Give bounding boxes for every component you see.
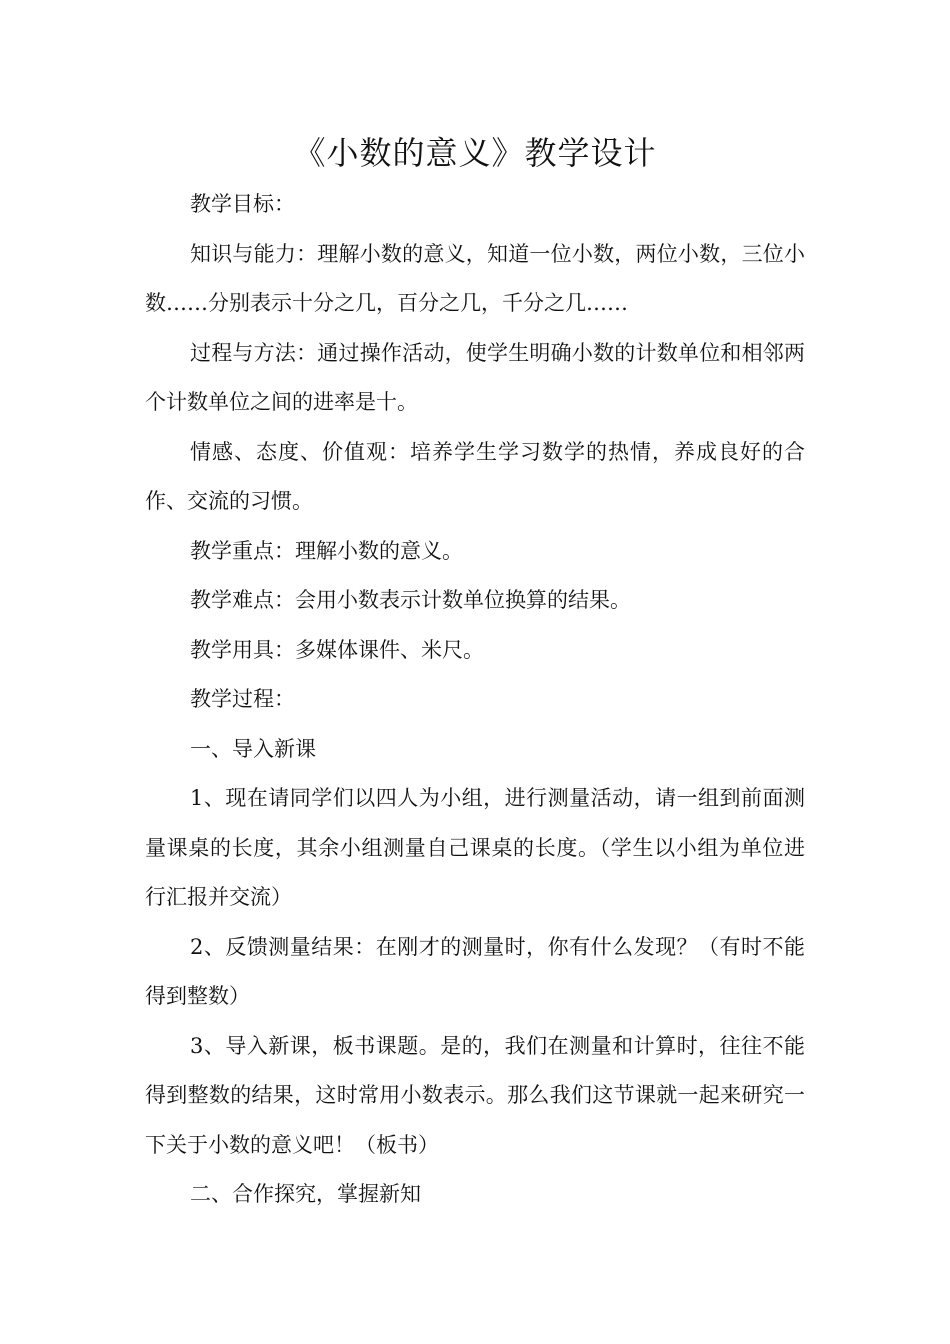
paragraph-teaching-goals-heading: 教学目标： — [190, 192, 295, 216]
document-title: 《小数的意义》教学设计 — [293, 134, 657, 172]
section-heading-cooperative-exploration: 二、合作探究，掌握新知 — [190, 1182, 421, 1206]
paragraph-key-point: 教学重点：理解小数的意义。 — [190, 538, 463, 563]
paragraph-emotion-attitude: 情感、态度、价值观：培养学生学习数学的热情，养成良好的合作、交流的习惯。 — [145, 439, 805, 513]
paragraph-knowledge-ability: 知识与能力：理解小数的意义，知道一位小数，两位小数，三位小数……分别表示十分之几，百分之几，千分之几…… — [145, 241, 805, 315]
paragraph-difficult-point: 教学难点：会用小数表示计数单位换算的结果。 — [190, 588, 631, 612]
paragraph-step-3: 3、导入新课，板书课题。是的，我们在测量和计算时，往往不能得到整数的结果，这时常用小数表示。那么我们这节课就一起来研究一下关于小数的意义吧！（板书） — [145, 1033, 805, 1157]
document-body — [145, 180, 805, 1220]
paragraph-process-method: 过程与方法：通过操作活动，使学生明确小数的计数单位和相邻两个计数单位之间的进率是十。 — [145, 340, 805, 414]
paragraph-teaching-process-heading: 教学过程： — [190, 687, 295, 711]
paragraph-teaching-tools: 教学用具：多媒体课件、米尺。 — [190, 637, 484, 662]
paragraph-step-2: 2、反馈测量结果：在刚才的测量时，你有什么发现？（有时不能得到整数） — [145, 934, 805, 1008]
section-heading-introduction: 一、导入新课 — [190, 736, 316, 761]
paragraph-step-1: 1、现在请同学们以四人为小组，进行测量活动，请一组到前面测量课桌的长度，其余小组测量自己课桌的长度。（学生以小组为单位进行汇报并交流） — [145, 786, 805, 909]
